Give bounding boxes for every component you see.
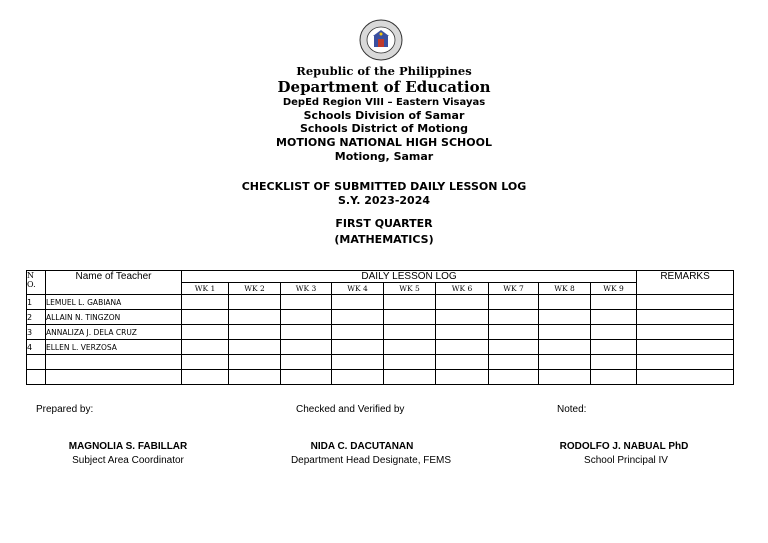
republic-line: Republic of the Philippines xyxy=(296,64,472,78)
district-line: Schools District of Motiong xyxy=(299,122,468,135)
week-cell xyxy=(489,355,539,370)
noted-label: Noted: xyxy=(557,404,587,415)
week-header: WK 9 xyxy=(591,283,637,295)
week-header: WK 5 xyxy=(384,283,436,295)
week-cell xyxy=(436,340,489,355)
week-cell xyxy=(332,310,384,325)
teacher-name: LEMUEL L. GABIANA xyxy=(46,295,182,310)
week-cell xyxy=(182,355,229,370)
preparer-title: Subject Area Coordinator xyxy=(72,455,184,466)
week-cell xyxy=(539,310,591,325)
week-cell xyxy=(539,340,591,355)
week-cell xyxy=(591,355,637,370)
remarks-cell xyxy=(637,310,734,325)
week-cell xyxy=(182,340,229,355)
week-cell xyxy=(489,340,539,355)
week-cell xyxy=(281,310,332,325)
week-header: WK 6 xyxy=(436,283,489,295)
subject-label: (MATHEMATICS) xyxy=(334,233,434,246)
week-cell xyxy=(332,325,384,340)
week-header: WK 2 xyxy=(229,283,281,295)
week-cell xyxy=(436,370,489,385)
week-cell xyxy=(281,340,332,355)
teacher-name: ELLEN L. VERZOSA xyxy=(46,340,182,355)
table-row xyxy=(27,355,734,370)
week-header: WK 1 xyxy=(182,283,229,295)
week-cell xyxy=(489,370,539,385)
week-header: WK 8 xyxy=(539,283,591,295)
week-cell xyxy=(384,325,436,340)
remarks-cell xyxy=(637,370,734,385)
document-title: CHECKLIST OF SUBMITTED DAILY LESSON LOG xyxy=(241,180,527,193)
week-cell xyxy=(229,310,281,325)
division-line: Schools Division of Samar xyxy=(303,109,465,122)
week-cell xyxy=(182,295,229,310)
checker-title: Department Head Designate, FEMS xyxy=(290,455,452,466)
week-cell xyxy=(539,370,591,385)
week-cell xyxy=(436,310,489,325)
remarks-cell xyxy=(637,355,734,370)
checker-name: NIDA C. DACUTANAN xyxy=(310,441,414,452)
row-number: 2 xyxy=(27,310,46,325)
column-header-no xyxy=(27,271,46,295)
table-row xyxy=(27,295,734,310)
school-name: MOTIONG NATIONAL HIGH SCHOOL xyxy=(276,136,492,149)
row-number: 3 xyxy=(27,325,46,340)
week-cell xyxy=(591,340,637,355)
week-cell xyxy=(229,295,281,310)
week-cell xyxy=(489,325,539,340)
week-cell xyxy=(281,370,332,385)
week-cell xyxy=(384,310,436,325)
week-cell xyxy=(539,355,591,370)
teacher-name xyxy=(46,370,182,385)
week-cell xyxy=(489,310,539,325)
preparer-name: MAGNOLIA S. FABILLAR xyxy=(68,441,188,452)
week-header: WK 4 xyxy=(332,283,384,295)
column-header-name: Name of Teacher xyxy=(46,271,182,295)
week-cell xyxy=(332,295,384,310)
row-number: 1 xyxy=(27,295,46,310)
week-header: WK 3 xyxy=(281,283,332,295)
week-cell xyxy=(591,295,637,310)
quarter-label: FIRST QUARTER xyxy=(335,217,433,230)
week-cell xyxy=(229,325,281,340)
no-header-line2: O. xyxy=(27,280,36,289)
remarks-cell xyxy=(637,325,734,340)
table-row xyxy=(27,325,734,340)
table-row xyxy=(27,310,734,325)
week-cell xyxy=(229,355,281,370)
week-cell xyxy=(384,355,436,370)
week-cell xyxy=(436,355,489,370)
week-cell xyxy=(591,310,637,325)
row-number xyxy=(27,355,46,370)
week-cell xyxy=(591,325,637,340)
week-cell xyxy=(332,355,384,370)
table-row xyxy=(27,370,734,385)
no-header-line1: N xyxy=(27,271,34,280)
week-cell xyxy=(489,295,539,310)
week-cell xyxy=(281,295,332,310)
week-cell xyxy=(332,370,384,385)
column-header-remarks: REMARKS xyxy=(637,271,734,295)
teacher-name xyxy=(46,355,182,370)
week-cell xyxy=(384,370,436,385)
week-header: WK 7 xyxy=(489,283,539,295)
remarks-cell xyxy=(637,340,734,355)
row-number: 4 xyxy=(27,340,46,355)
prepared-by-label: Prepared by: xyxy=(36,404,94,415)
region-line: DepEd Region VIII – Eastern Visayas xyxy=(282,97,486,108)
department-name: Department of Education xyxy=(277,78,491,96)
noter-name: RODOLFO J. NABUAL PhD xyxy=(559,441,689,452)
checked-by-label: Checked and Verified by xyxy=(296,404,405,415)
teacher-name: ANNALIZA J. DELA CRUZ xyxy=(46,325,182,340)
week-cell xyxy=(384,295,436,310)
week-cell xyxy=(182,310,229,325)
week-cell xyxy=(436,325,489,340)
week-cell xyxy=(384,340,436,355)
table-body xyxy=(27,295,734,385)
week-cell xyxy=(229,370,281,385)
week-cell xyxy=(332,340,384,355)
noter-title: School Principal IV xyxy=(584,455,668,466)
teacher-name: ALLAIN N. TINGZON xyxy=(46,310,182,325)
remarks-cell xyxy=(637,295,734,310)
column-header-daily-lesson-log: DAILY LESSON LOG xyxy=(182,271,637,283)
lesson-log-table xyxy=(26,270,734,385)
school-address: Motiong, Samar xyxy=(334,150,434,163)
week-cell xyxy=(281,355,332,370)
row-number xyxy=(27,370,46,385)
deped-seal-icon xyxy=(353,18,409,62)
week-cell xyxy=(539,325,591,340)
week-cell xyxy=(539,295,591,310)
week-cell xyxy=(182,325,229,340)
school-year: S.Y. 2023-2024 xyxy=(337,194,431,207)
week-cell xyxy=(436,295,489,310)
week-cell xyxy=(229,340,281,355)
week-cell xyxy=(591,370,637,385)
table-row xyxy=(27,340,734,355)
week-cell xyxy=(182,370,229,385)
week-cell xyxy=(281,325,332,340)
